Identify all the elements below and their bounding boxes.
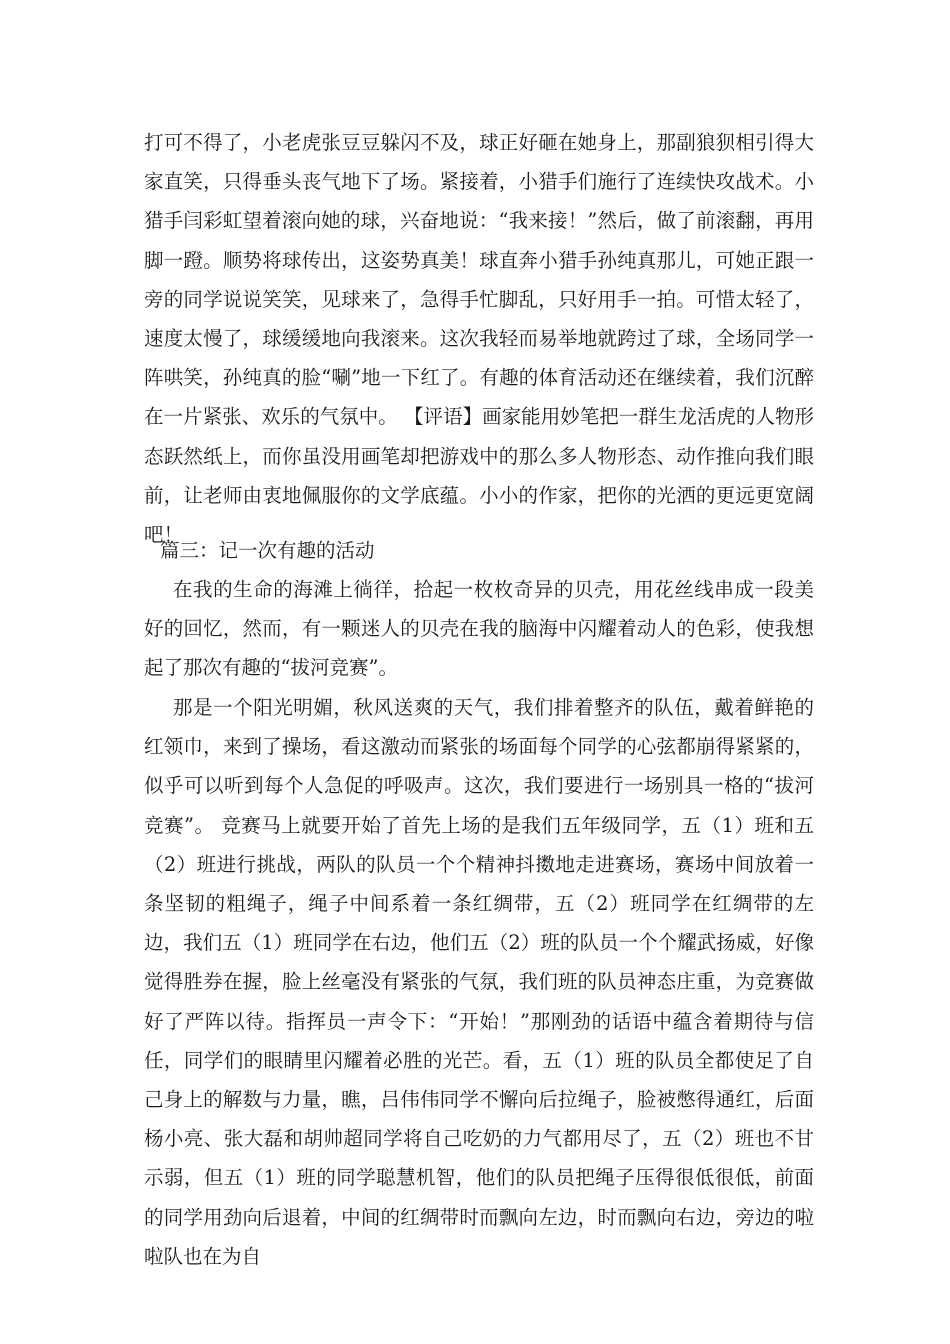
section-title: 篇三：记一次有趣的活动 <box>160 539 375 562</box>
paragraph-story-continuation: 打可不得了，小老虎张豆豆躲闪不及，球正好砸在她身上，那副狼狈相引得大家直笑，只得垂头丧气地下了场。紧接着，小猎手们施行了连续快攻战术。小猎手闫彩虹望着滚向她的球，兴奋地说：“我来接！”然后，做了前滚翻，再用脚一蹬。顺势将球传出，这姿势真美！球直奔小猎手孙纯真那儿，可她正跟一旁的同学说说笑笑，见球来了，急得手忙脚乱，只好用手一拍。可惜太轻了，速度太慢了，球缓缓地向我滚来。这次我轻而易举地就跨过了球，全场同学一阵哄笑，孙纯真的脸“唰”地一下红了。有趣的体育活动还在继续着，我们沉醉在一片紧张、欢乐的气氛中。 【评语】画家能用妙笔把一群生龙活虎的人物形态跃然纸上，而你虽没用画笔却把游戏中的那么多人物形态、动作推向我们眼前，让老师由衷地佩服你的文学底蕴。小小的作家，把你的光洒的更远更宽阔吧！ <box>144 131 814 547</box>
paragraph-tug-of-war: 那是一个阳光明媚，秋风送爽的天气，我们排着整齐的队伍，戴着鲜艳的红领巾，来到了操场，看这激动而紧张的场面每个同学的心弦都崩得紧紧的，似乎可以听到每个人急促的呼吸声。这次，我们要进行一场别具一格的“拔河竞赛”。 竞赛马上就要开始了首先上场的是我们五年级同学，五（1）班和五（2）班进行挑战，两队的队员一个个精神抖擞地走进赛场，赛场中间放着一条坚韧的粗绳子，绳子中间系着一条红绸带，五（2）班同学在红绸带的左边，我们五（1）班同学在右边，他们五（2）班的队员一个个耀武扬威，好像觉得胜券在握，脸上丝毫没有紧张的气氛，我们班的队员神态庄重，为竞赛做好了严阵以待。指挥员一声令下：“开始！”那刚劲的话语中蕴含着期待与信任，同学们的眼睛里闪耀着必胜的光芒。看，五（1）班的队员全都使足了自己身上的解数与力量，瞧，吕伟伟同学不懈向后拉绳子，脸被憋得通红，后面杨小亮、张大磊和胡帅超同学将自己吃奶的力气都用尽了，五（2）班也不甘示弱，但五（1）班的同学聪慧机智，他们的队员把绳子压得很低很低，前面的同学用劲向后退着，中间的红绸带时而飘向左边，时而飘向右边，旁边的啦啦队也在为自 <box>144 696 814 1268</box>
paragraph-intro: 在我的生命的海滩上徜徉，拾起一枚枚奇异的贝壳，用花丝线串成一段美好的回忆，然而，有一颗迷人的贝壳在我的脑海中闪耀着动人的色彩，使我想起了那次有趣的“拔河竞赛”。 <box>144 578 814 680</box>
